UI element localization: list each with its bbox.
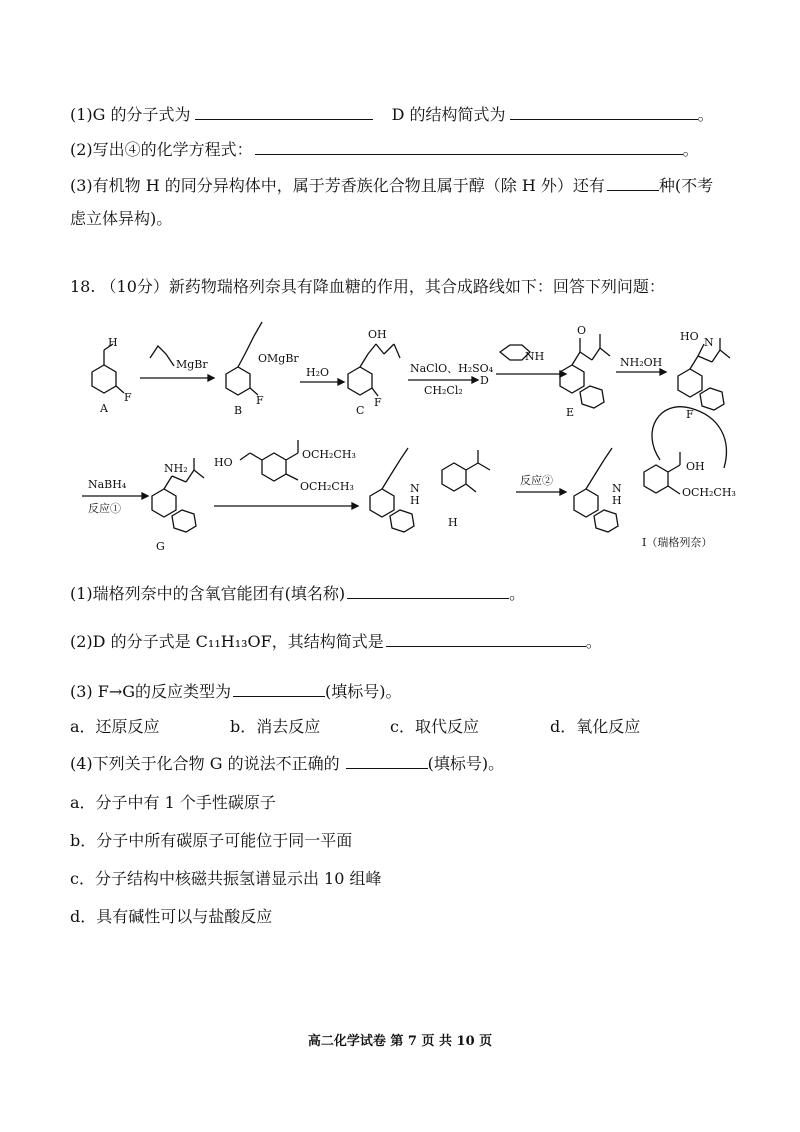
acid-ether: OCH₂CH₃ (300, 480, 354, 493)
f-hydroxy: HO (680, 330, 699, 343)
reaction-1-label: 反应① (88, 502, 121, 515)
compound-h (370, 448, 490, 532)
q17-line-4 (70, 208, 172, 230)
i-amide-n: N (612, 482, 622, 495)
i-amide-h: H (612, 494, 622, 507)
h-label: H (448, 516, 458, 529)
q18-s4-option-b-text: b．分子中所有碳原子可能位于同一平面 (70, 831, 353, 850)
reagent-hydroxylamine: NH₂OH (620, 356, 663, 369)
q17-equation-blank[interactable] (255, 138, 683, 155)
q18-s1-text: (1)瑞格列奈中的含氧官能团有(填名称) (70, 584, 346, 603)
q18-s3-text: (3) F→G的反应类型为 (70, 682, 232, 701)
acid-ester: OCH₂CH₃ (302, 448, 356, 461)
q18-s4-end: (填标号)。 (427, 754, 505, 773)
q17-line-2 (70, 138, 699, 161)
reagent-grignard: MgBr (176, 358, 208, 371)
q18-s3-options (70, 716, 640, 738)
d-label: D (480, 374, 489, 387)
i-acid-oh: OH (686, 460, 705, 473)
a-aldehyde-h: H (108, 336, 118, 349)
g-amine: NH₂ (164, 462, 188, 475)
f-nitrogen: N (704, 336, 714, 349)
q18-s4-option-a-text: a．分子中有 1 个手性碳原子 (70, 793, 276, 812)
q17-line-3 (70, 174, 713, 197)
compound-a (92, 336, 132, 415)
i-label: I（瑞格列奈） (642, 536, 713, 549)
q17-isomer-note: 虑立体异构)。 (70, 209, 173, 228)
q18-s4-option-c-text: c．分子结构中核磁共振氢谱显示出 10 组峰 (70, 869, 382, 888)
q18-s3-option-b[interactable]: b．消去反应 (230, 717, 321, 736)
q18-s3-option-d[interactable]: d．氧化反应 (550, 717, 641, 736)
q18-s2 (70, 630, 602, 653)
q18-s2-end: 。 (585, 632, 602, 651)
reagent-water: H₂O (306, 366, 330, 379)
q17-line2-end: 。 (682, 140, 699, 159)
q18-s1-end: 。 (509, 584, 526, 603)
q18-s1-blank[interactable] (347, 582, 509, 599)
q18-s3-option-c[interactable]: c．取代反应 (390, 717, 479, 736)
q17-equation-label: (2)写出④的化学方程式： (70, 140, 253, 159)
reagent-piperidine-nh: NH (525, 350, 545, 363)
q17-g-formula-blank[interactable] (195, 103, 373, 120)
synthesis-scheme (0, 300, 800, 560)
q17-d-structure-label: D 的结构简式为 (391, 105, 506, 124)
q17-isomer-label: (3)有机物 H 的同分异构体中，属于芳香族化合物且属于醇（除 H 外）还有 (70, 176, 605, 195)
compound-b (226, 322, 299, 417)
c-fluoro: F (374, 396, 382, 409)
reagent-solvent: CH₂Cl₂ (424, 384, 463, 397)
f-label: F (686, 408, 694, 421)
h-amide-n: N (410, 482, 420, 495)
q18-header-text: 18. （10分）新药物瑞格列奈具有降血糖的作用，其合成路线如下：回答下列问题： (70, 277, 665, 296)
reagent-oxidant: NaClO、H₂SO₄ (410, 362, 494, 375)
q17-d-structure-blank[interactable] (510, 103, 698, 120)
q18-s1 (70, 582, 525, 605)
b-omgbr: OMgBr (258, 352, 299, 365)
compound-c (348, 328, 400, 417)
page-footer: 高二化学试卷 第 7 页 共 10 页 (307, 1034, 493, 1049)
q18-s4 (70, 752, 504, 775)
q18-s3-blank[interactable] (233, 680, 325, 697)
reagent-nabh4: NaBH₄ (88, 478, 127, 491)
b-fluoro: F (256, 394, 264, 407)
reaction-2-label: 反应② (520, 474, 553, 487)
g-label: G (156, 540, 165, 553)
q18-s4-option-d[interactable] (70, 906, 272, 928)
acid-reagent (214, 440, 356, 493)
q18-s2-text: (2)D 的分子式是 C₁₁H₁₃OF，其结构简式是 (70, 632, 384, 651)
e-label: E (566, 406, 575, 419)
i-ether: OCH₂CH₃ (682, 486, 736, 499)
compound-g (152, 458, 204, 553)
a-fluoro: F (124, 391, 132, 404)
q18-s4-text: (4)下列关于化合物 G 的说法不正确的 (70, 754, 340, 773)
a-label: A (100, 402, 108, 415)
q18-s3-end: (填标号)。 (325, 682, 402, 701)
acid-ho: HO (214, 456, 233, 469)
e-ketone-o: O (577, 324, 587, 337)
q18-s4-option-b[interactable] (70, 830, 352, 852)
q18-s2-blank[interactable] (386, 630, 586, 647)
q18-header (70, 276, 665, 298)
q17-g-formula-label: (1)G 的分子式为 (70, 105, 191, 124)
compound-e (560, 324, 610, 419)
q18-s4-blank[interactable] (346, 752, 428, 769)
q18-s3 (70, 680, 402, 703)
q17-line1-end: 。 (697, 105, 714, 124)
c-label: C (356, 404, 365, 417)
q18-s3-option-a[interactable]: a．还原反应 (70, 717, 160, 736)
q17-line-1 (70, 103, 714, 126)
q17-isomer-blank[interactable] (607, 174, 659, 191)
q17-isomer-label-end: 种(不考 (658, 176, 714, 195)
h-amide-h: H (410, 494, 420, 507)
c-hydroxyl: OH (368, 328, 387, 341)
b-label: B (234, 404, 243, 417)
q18-s4-option-d-text: d．具有碱性可以与盐酸反应 (70, 907, 273, 926)
q18-s4-option-a[interactable] (70, 792, 276, 814)
q18-s4-option-c[interactable] (70, 868, 382, 890)
compound-i (574, 407, 736, 549)
